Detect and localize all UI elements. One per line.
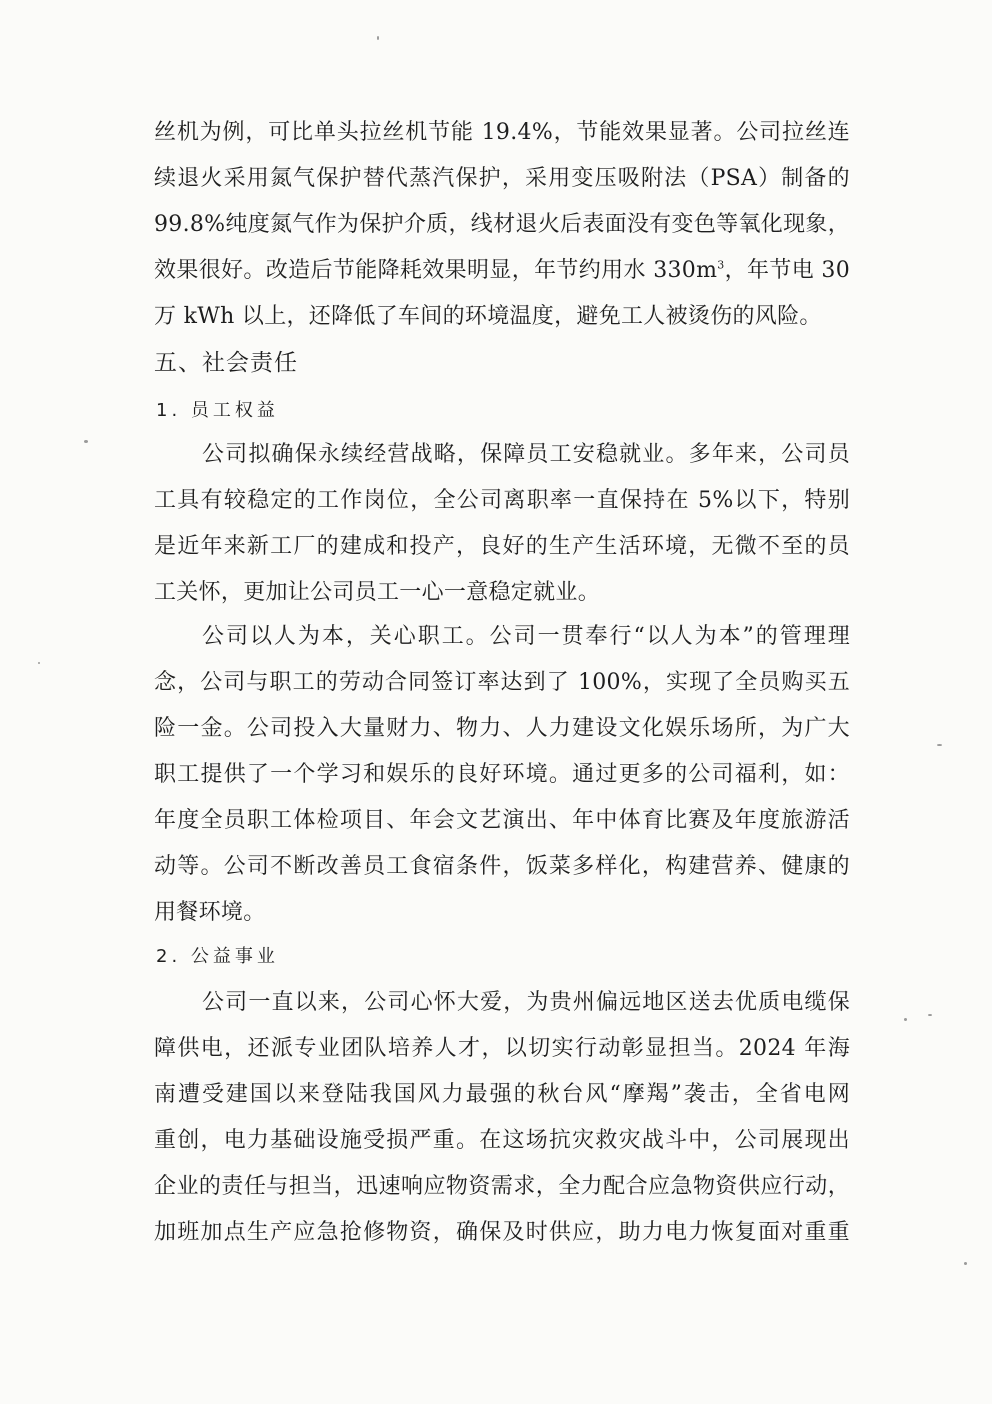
paragraph-4-line-4: 重创，电力基础设施受损严重。在这场抗灾救灾战斗中，公司展现出 [154, 1128, 850, 1153]
paragraph-3-line-3: 险一金。公司投入大量财力、物力、人力建设文化娱乐场所，为广大 [154, 716, 850, 741]
paragraph-2-line-2: 工具有较稳定的工作岗位，全公司离职率一直保持在 5%以下，特别 [154, 488, 850, 513]
scan-speck [377, 36, 379, 40]
scan-speck [38, 662, 40, 664]
subsection-heading-1: 1. 员工权益 [156, 400, 279, 421]
paragraph-4-line-6: 加班加点生产应急抢修物资，确保及时供应，助力电力恢复面对重重 [154, 1220, 850, 1245]
paragraph-3-line-4: 职工提供了一个学习和娱乐的良好环境。通过更多的公司福利，如： [154, 762, 850, 787]
paragraph-1-line-3: 99.8%纯度氮气作为保护介质，线材退火后表面没有变色等氧化现象， [154, 212, 850, 237]
scan-speck [84, 440, 88, 443]
paragraph-3-line-2: 念，公司与职工的劳动合同签订率达到了 100%，实现了全员购买五 [154, 670, 850, 695]
paragraph-3-line-7: 用餐环境。 [154, 900, 266, 925]
paragraph-1-line-4 [154, 256, 850, 286]
paragraph-2-line-3: 是近年来新工厂的建成和投产，良好的生产生活环境，无微不至的员 [154, 534, 850, 559]
paragraph-1-line-4-tail: ，年节电 30 [724, 258, 850, 283]
paragraph-2-line-4: 工关怀，更加让公司员工一心一意稳定就业。 [154, 580, 601, 605]
scan-speck [928, 1014, 932, 1016]
subsection-heading-2: 2. 公益事业 [156, 946, 279, 967]
paragraph-4-line-2: 障供电，还派专业团队培养人才，以切实行动彰显担当。2024 年海 [154, 1036, 850, 1061]
cubic-superscript: 3 [717, 258, 725, 272]
scan-speck [964, 1262, 967, 1265]
section-heading: 五、社会责任 [154, 350, 298, 376]
paragraph-2-line-1: 公司拟确保永续经营战略，保障员工安稳就业。多年来，公司员 [202, 442, 850, 467]
paragraph-1-line-1: 丝机为例，可比单头拉丝机节能 19.4%，节能效果显著。公司拉丝连 [154, 120, 850, 145]
paragraph-1-line-4-head: 效果很好。改造后节能降耗效果明显，年节约用水 330m [154, 258, 718, 283]
paragraph-3-line-1: 公司以人为本，关心职工。公司一贯奉行“以人为本”的管理理 [202, 624, 850, 649]
paragraph-4-line-5: 企业的责任与担当，迅速响应物资需求，全力配合应急物资供应行动， [154, 1174, 850, 1199]
paragraph-4-line-1: 公司一直以来，公司心怀大爱，为贵州偏远地区送去优质电缆保 [202, 990, 850, 1015]
paragraph-3-line-5: 年度全员职工体检项目、年会文艺演出、年中体育比赛及年度旅游活 [154, 808, 850, 833]
paragraph-1-line-5: 万 kWh 以上，还降低了车间的环境温度，避免工人被烫伤的风险。 [154, 304, 822, 329]
scan-speck [904, 1018, 907, 1021]
paragraph-3-line-6: 动等。公司不断改善员工食宿条件，饭菜多样化，构建营养、健康的 [154, 854, 850, 879]
scan-speck [937, 744, 942, 746]
paragraph-1-line-2: 续退火采用氮气保护替代蒸汽保护，采用变压吸附法（PSA）制备的 [154, 166, 850, 191]
paragraph-4-line-3: 南遭受建国以来登陆我国风力最强的秋台风“摩羯”袭击，全省电网 [154, 1082, 850, 1107]
